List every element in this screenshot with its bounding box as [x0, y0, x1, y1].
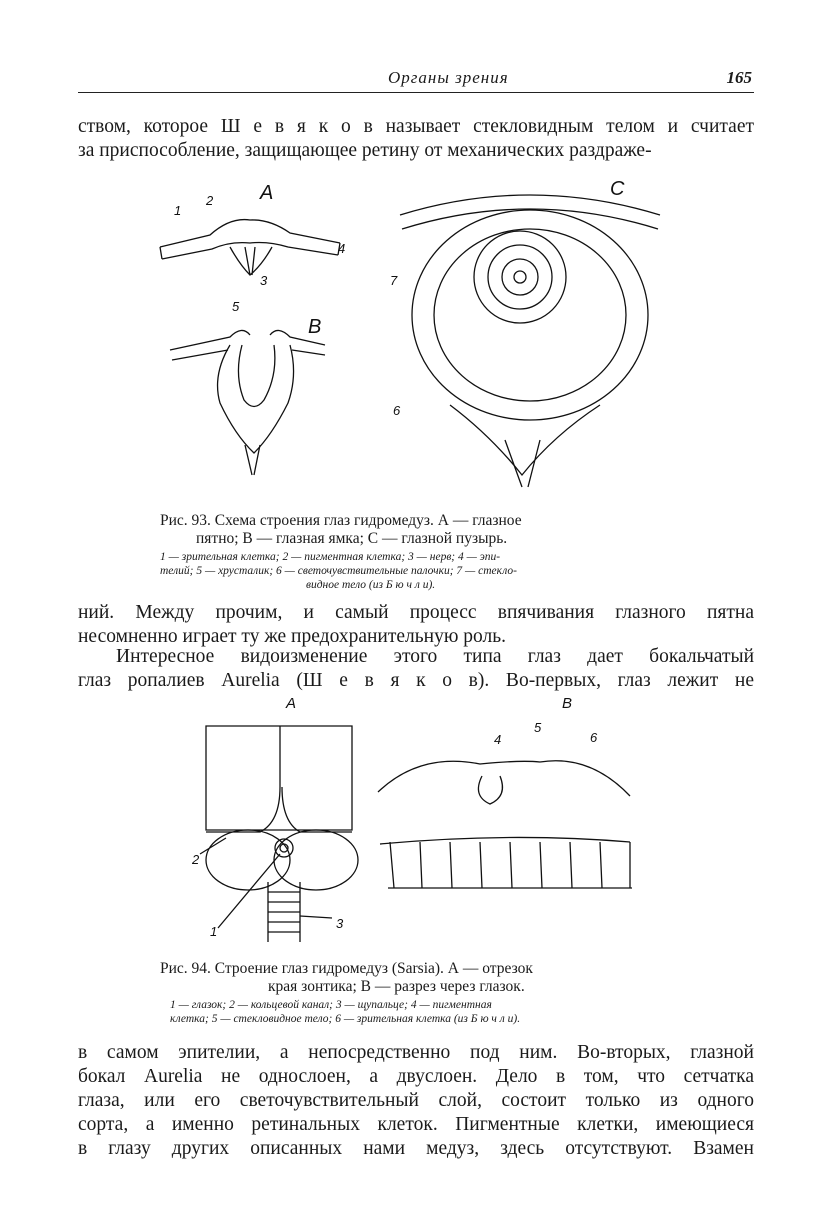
fig94-eye-section-b [378, 761, 632, 888]
fig94-label-6: 6 [590, 730, 598, 745]
paragraph-3 [78, 645, 754, 693]
fig94-label-5: 5 [534, 720, 542, 735]
legend-line: видное тело (из Б ю ч л и). [306, 579, 436, 591]
fig94-label-2: 2 [192, 852, 200, 867]
fig94-label-a: A [286, 695, 297, 712]
fig93-label-b: B [308, 316, 322, 338]
fig94-umbrella-edge-a [200, 726, 358, 942]
page-number: 165 [726, 68, 752, 87]
fig94-label-b: B [562, 695, 573, 712]
fig93-label-3: 3 [260, 273, 268, 288]
fig93-label-7: 7 [390, 273, 398, 288]
fig93-label-c: C [610, 178, 625, 200]
text-line: несомненно играет ту же предохранительную роль. [78, 626, 507, 647]
fig94-label-4: 4 [494, 732, 502, 747]
running-header [78, 68, 754, 93]
caption-line: края зонтика; В — разрез через глазок. [268, 978, 525, 995]
fig93-label-5: 5 [232, 299, 240, 314]
caption-line: Рис. 93. Схема строения глаз гидромедуз. А — глазное [160, 512, 522, 529]
text-line: глаза, или его светочувствительный слой, состоит только из одного [78, 1090, 754, 1111]
fig94-label-3: 3 [336, 916, 344, 931]
figure-93-legend [160, 550, 517, 592]
caption-line: Рис. 94. Строение глаз гидромедуз (Sarsia). А — отрезок [160, 960, 533, 977]
text-line: Интересное видоизменение этого типа глаз дает бокальчатый [116, 646, 754, 667]
fig93-eye-spot-a [160, 220, 340, 275]
text-line: ний. Между прочим, и самый процесс впячивания глазного пятна [78, 602, 754, 623]
figure-93-caption [160, 512, 522, 548]
legend-line: 1 — зрительная клетка; 2 — пигментная клетка; 3 — нерв; 4 — эпи- [160, 551, 501, 563]
running-title: Органы зрения [388, 68, 509, 87]
text-line: бокал Aurelia не однослоен, а двуслоен. Дело в том, что сетчатка [78, 1066, 754, 1087]
fig93-label-2: 2 [206, 193, 214, 208]
text-line: за приспособление, защищающее ретину от механических раздраже- [78, 140, 652, 161]
figure-94 [190, 692, 650, 952]
text-line: ством, которое Ш е в я к о в называет стекловидным телом и считает [78, 116, 754, 137]
text-line: глаз ропалиев Aurelia (Ш е в я к о в). Во-первых, глаз лежит не [78, 670, 754, 691]
figure-94-legend [170, 998, 520, 1026]
fig94-label-1: 1 [210, 924, 218, 939]
legend-line: клетка; 5 — стекловидное тело; 6 — зрительная клетка (из Б ю ч л и). [170, 1013, 521, 1025]
legend-line: телий; 5 — хрусталик; 6 — светочувствительные палочки; 7 — стекло- [160, 565, 517, 577]
figure-94-caption [160, 960, 533, 996]
fig93-eye-pit-b [170, 330, 325, 475]
legend-line: 1 — глазок; 2 — кольцевой канал; 3 — щупальце; 4 — пигментная [170, 999, 492, 1011]
fig93-eye-vesicle-c [400, 195, 660, 487]
fig93-label-4: 4 [338, 241, 346, 256]
paragraph-1 [78, 115, 754, 163]
fig93-label-6: 6 [393, 403, 401, 418]
paragraph-4 [78, 1041, 754, 1161]
text-line: в глазу других описанных нами медуз, здесь отсутствуют. Взамен [78, 1138, 754, 1159]
paragraph-2 [78, 601, 754, 649]
caption-line: пятно; В — глазная ямка; С — глазной пузырь. [196, 530, 508, 547]
fig93-label-1: 1 [174, 203, 182, 218]
text-line: сорта, а именно ретинальных клеток. Пигментные клетки, имеющиеся [78, 1114, 754, 1135]
fig93-label-a: A [260, 182, 274, 204]
text-line: в самом эпителии, а непосредственно под ним. Во-вторых, глазной [78, 1042, 754, 1063]
figure-93 [150, 175, 690, 505]
